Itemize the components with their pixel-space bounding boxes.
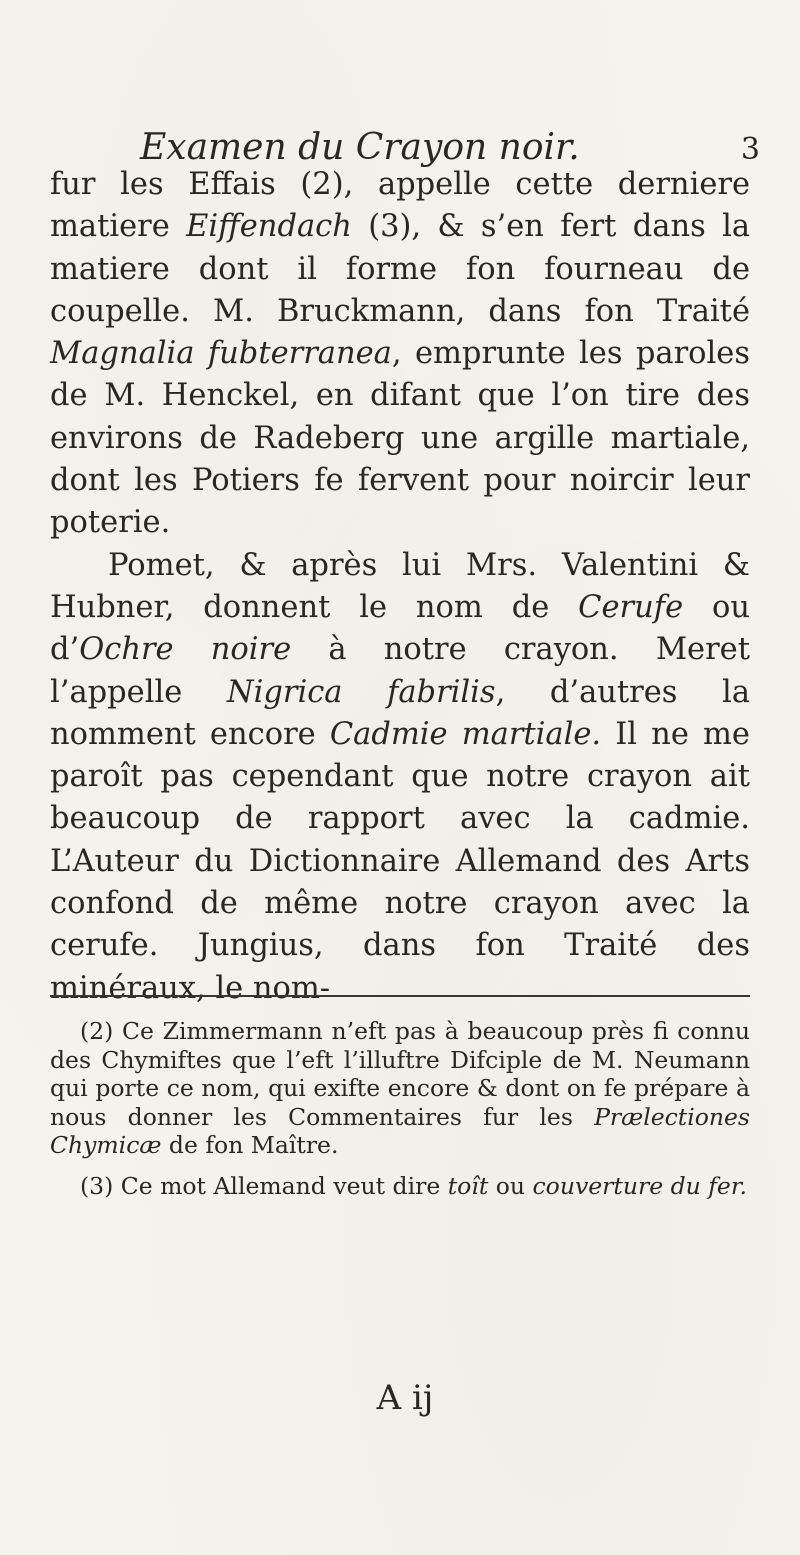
paragraph-1: [50, 164, 750, 545]
text-run: ou: [488, 1171, 533, 1200]
footnote-rule: [50, 995, 750, 997]
page-number: 3: [740, 132, 760, 167]
footnote-3: [50, 1172, 750, 1201]
text-run: Pomet, & après lui Mrs. Valentini & Hubner, donnent le nom de: [50, 547, 750, 625]
text-run: de fon Maître.: [161, 1131, 339, 1159]
italic-term: Eiffendach: [186, 209, 352, 245]
italic-title: Prælectiones Chymicæ: [50, 1102, 750, 1159]
running-title: Examen du Crayon noir.: [140, 127, 580, 168]
text-run: Il ne me paroît pas cependant que notre crayon ait beaucoup de rapport avec la cadmie. L’Auteur du Dictionnaire Allemand des Arts confond de même notre crayon avec la cerufe. Jungius, dans fon Traité des minéraux, le nom-: [50, 716, 750, 1006]
text-run: (3) Ce mot Allemand veut dire: [80, 1171, 448, 1200]
italic-term: Nigrica fabrilis: [226, 674, 496, 710]
footnote-2: [50, 1017, 750, 1160]
text-run: ou d’: [50, 589, 751, 668]
text-run: fur les Effais (2), appelle cette derniere matiere: [50, 167, 750, 245]
italic-title: Magnalia fubterranea: [50, 336, 392, 372]
text-run: (2) Ce Zimmermann n’eft pas à beaucoup près fi connu des Chymiftes que l’eft l’illuftre Difciple de M. Neumann qui porte ce nom, qui exifte encore & dont on fe prépare à nous donner les Commentaires fur les: [50, 1017, 750, 1131]
italic-term: couverture du fer.: [532, 1171, 747, 1200]
body-text: [50, 164, 750, 1010]
text-run: à notre crayon. Meret l’appelle: [50, 632, 750, 710]
signature-mark: A ij: [376, 1378, 434, 1418]
text-run: (3), & s’en fert dans la matiere dont il forme fon fourneau de coupelle. M. Bruckmann, dans fon Traité: [50, 209, 751, 329]
italic-term: Cerufe: [578, 589, 684, 625]
footnotes: [50, 1017, 750, 1200]
text-run: , emprunte les paroles de M. Henckel, en difant que l’on tire des environs de Radeberg une argille martiale, dont les Potiers fe fervent pour noircir leur poterie.: [50, 336, 751, 541]
italic-term: Ochre noire: [79, 632, 292, 668]
paragraph-2: [50, 545, 750, 1010]
italic-term: toît: [447, 1171, 489, 1200]
italic-term: Cadmie martiale.: [329, 716, 602, 752]
text-run: , d’autres la nomment encore: [50, 674, 750, 752]
